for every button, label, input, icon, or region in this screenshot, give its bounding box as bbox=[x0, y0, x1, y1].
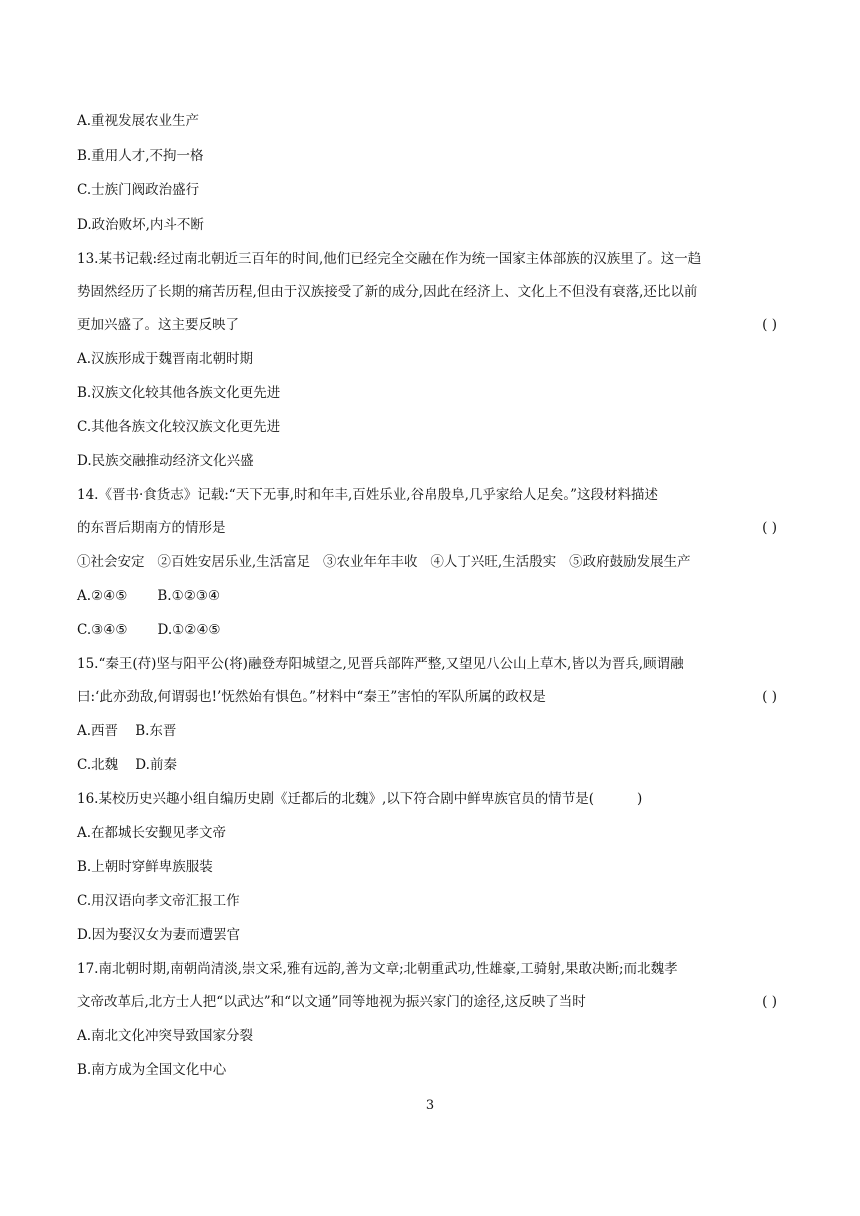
option-line: B.重用人才,不拘一格 bbox=[77, 148, 204, 164]
question-13-stem-end bbox=[77, 316, 777, 334]
answer-blank: ( ) bbox=[762, 520, 777, 536]
question-14-text: 的东晋后期南方的情形是 bbox=[77, 520, 226, 536]
question-17-text: 17.南北朝时期,南朝尚清淡,崇文采,雅有远韵,善为文章;北朝重武功,性雄豪,工骑射,果敢决断;而北魏孝 bbox=[77, 961, 678, 977]
option-line: D.政治败坏,内斗不断 bbox=[77, 217, 204, 233]
question-15-text: 曰:‘此亦劲敌,何谓弱也!’怃然始有惧色。”材料中“秦王”害怕的军队所属的政权是 bbox=[77, 689, 546, 705]
statement-list: ①社会安定 ②百姓安居乐业,生活富足 ③农业年年丰收 ④人丁兴旺,生活殷实 ⑤政府鼓励发展生产 bbox=[77, 554, 691, 570]
option-line: C.士族门阀政治盛行 bbox=[77, 182, 200, 198]
question-17-stem-end bbox=[77, 993, 777, 1011]
option-line: A.西晋 B.东晋 bbox=[77, 723, 177, 739]
question-13-text: 势固然经历了长期的痛苦历程,但由于汉族接受了新的成分,因此在经济上、文化上不但没有衰落,还比以前 bbox=[77, 284, 698, 300]
option-line: A.南北文化冲突导致国家分裂 bbox=[77, 1028, 254, 1044]
option-line: B.汉族文化较其他各族文化更先进 bbox=[77, 385, 281, 401]
option-line: D.因为娶汉女为妻而遭罢官 bbox=[77, 927, 241, 943]
answer-blank: ( ) bbox=[762, 994, 777, 1010]
option-line: A.汉族形成于魏晋南北朝时期 bbox=[77, 351, 254, 367]
answer-blank: ( ) bbox=[762, 689, 777, 705]
question-14-stem-end bbox=[77, 519, 777, 537]
option-line: C.用汉语向孝文帝汇报工作 bbox=[77, 893, 240, 909]
page-number: 3 bbox=[425, 1098, 435, 1113]
option-line: C.③④⑤ D.①②④⑤ bbox=[77, 622, 221, 638]
option-line: A.②④⑤ B.①②③④ bbox=[77, 588, 221, 604]
question-14-text: 14.《晋书·食货志》记载:“天下无事,时和年丰,百姓乐业,谷帛殷阜,几乎家给人足矣。”这段材料描述 bbox=[77, 487, 659, 503]
option-line: C.北魏 D.前秦 bbox=[77, 757, 177, 773]
option-line: D.民族交融推动经济文化兴盛 bbox=[77, 453, 254, 469]
question-16-text: 16.某校历史兴趣小组自编历史剧《迁都后的北魏》,以下符合剧中鲜卑族官员的情节是( ) bbox=[77, 791, 643, 807]
option-line: A.重视发展农业生产 bbox=[77, 113, 200, 129]
question-15-stem-end bbox=[77, 688, 777, 706]
option-line: B.南方成为全国文化中心 bbox=[77, 1062, 227, 1078]
option-line: A.在都城长安觐见孝文帝 bbox=[77, 825, 227, 841]
option-line: C.其他各族文化较汉族文化更先进 bbox=[77, 419, 281, 435]
question-13-text: 更加兴盛了。这主要反映了 bbox=[77, 317, 239, 333]
answer-blank: ( ) bbox=[762, 317, 777, 333]
question-17-text: 文帝改革后,北方士人把“以武达”和“以文通”同等地视为振兴家门的途径,这反映了当时 bbox=[77, 994, 586, 1010]
question-15-text: 15.“秦王(苻)坚与阳平公(将)融登寿阳城望之,见晋兵部阵严整,又望见八公山上草木,皆以为晋兵,顾谓融 bbox=[77, 656, 684, 672]
question-13-text: 13.某书记载:经过南北朝近三百年的时间,他们已经完全交融在作为统一国家主体部族的汉族里了。这一趋 bbox=[77, 251, 702, 267]
option-line: B.上朝时穿鲜卑族服装 bbox=[77, 859, 213, 875]
